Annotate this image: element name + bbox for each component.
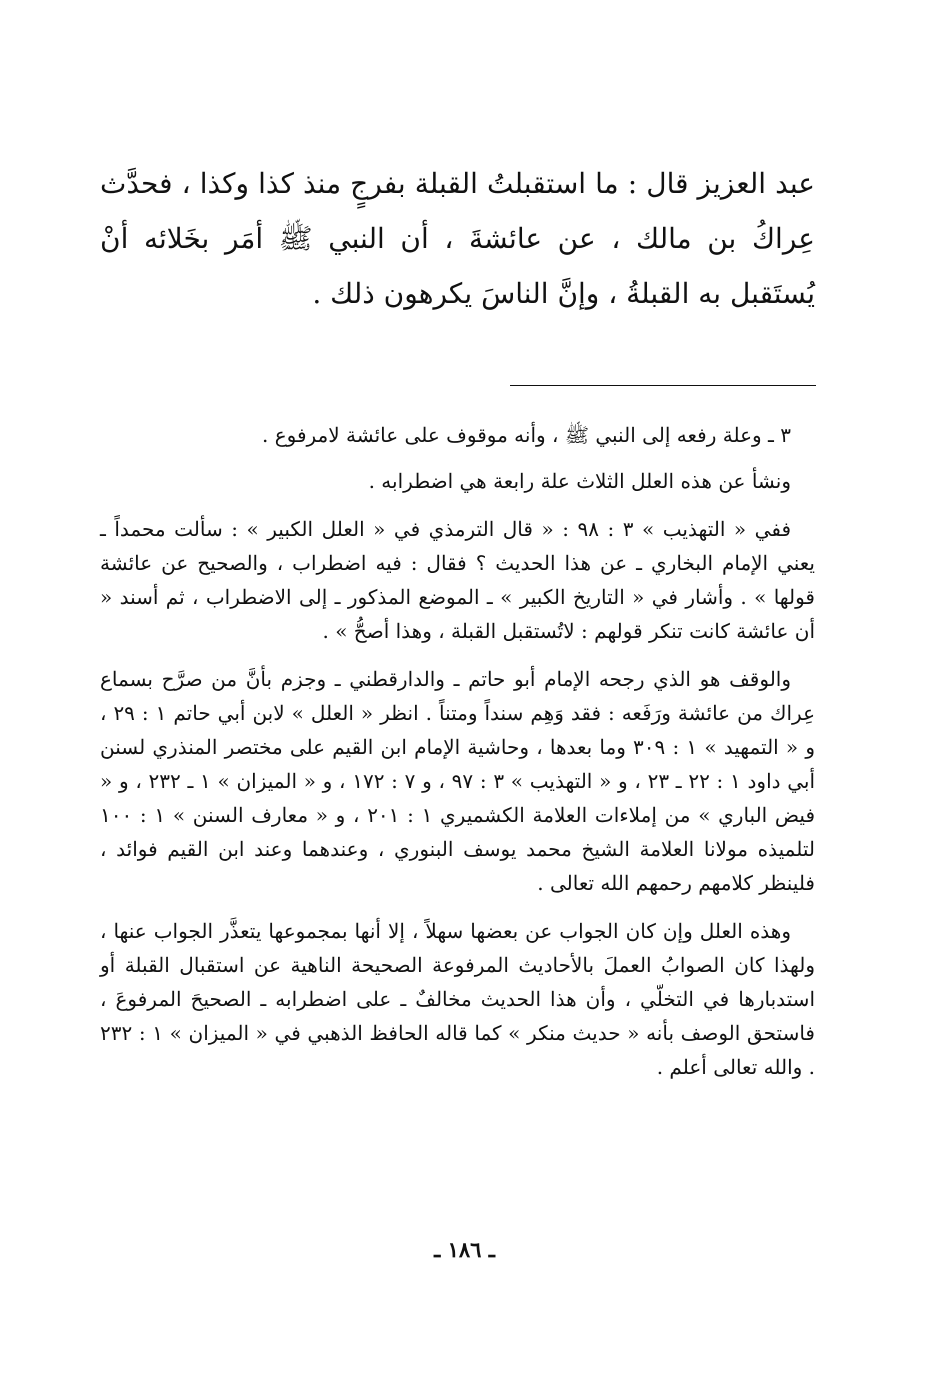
footnote-paragraph-2: ونشأ عن هذه العلل الثلاث علة رابعة هي اضطرابه .: [368, 469, 791, 493]
footnote-separator: [510, 385, 816, 386]
footnotes-section: [100, 418, 815, 1084]
main-text-paragraph: عبد العزيز قال : ما استقبلتُ القبلة بفرجٍ منذ كذا وكذا ، فحدَّث عِراكُ بن مالك ، عن عائشةَ ، أن النبي ﷺ أمَر بخَلائه أنْ يُستَقبل به القبلةُ ، وإنَّ الناسَ يكرهون ذلك .: [100, 167, 815, 310]
page-number: ـ ١٨٦ ـ: [434, 1237, 495, 1262]
footnote-paragraph-1: ٣ ـ وعلة رفعه إلى النبي ﷺ ، وأنه موقوف على عائشة لامرفوع .: [261, 423, 791, 447]
footnote-paragraph-5: وهذه العلل وإن كان الجواب عن بعضها سهلاً ، إلا أنها بمجموعها يتعذَّر الجواب عنها ، ولهذا كان الصوابُ العملَ بالأحاديث المرفوعة الصحيحة الناهية عن استقبال القبلة أو استدبارها في التخلّي ، وأن هذا الحديث مخالفٌ ـ على اضطرابه ـ الصحيحَ المرفوعَ ، فاستحق الوصف بأنه « حديث منكر » كما قاله الحافظ الذهبي في « الميزان » ١ : ٢٣٢ . والله تعالى أعلم .: [100, 919, 815, 1079]
footnote-paragraph-3: ففي « التهذيب » ٣ : ٩٨ : « قال الترمذي في « العلل الكبير » : سألت محمداً ـ يعني الإمام البخاري ـ عن هذا الحديث ؟ فقال : فيه اضطراب ، والصحيح عن عائشة قولها » . وأشار في « التاريخ الكبير » ـ الموضع المذكور ـ إلى الاضطراب ، ثم أسند « أن عائشة كانت تنكر قولهم : لاتُستقبل القبلة ، وهذا أصحُّ » .: [100, 517, 815, 643]
footnote-paragraph-4: والوقف هو الذي رجحه الإمام أبو حاتم ـ والدارقطني ـ وجزم بأنَّ من صرَّح بسماع عِراك من عائشة ورَفَعه : فقد وَهِم سنداً ومتناً . انظر « العلل » لابن أبي حاتم ١ : ٢٩ ، و « التمهيد » ١ : ٣٠٩ وما بعدها ، وحاشية الإمام ابن القيم على مختصر المنذري لسنن أبي داود ١ : ٢٢ ـ ٢٣ ، و « التهذيب » ٣ : ٩٧ ، و ٧ : ١٧٢ ، و « الميزان » ١ ـ ٢٣٢ ، و « فيض الباري » من إملاءات العلامة الكشميري ١ : ٢٠١ ، و « معارف السنن » ١ : ١٠٠ لتلميذه مولانا العلامة الشيخ محمد يوسف البنوري ، وعندهما وعند ابن القيم فوائد ، فلينظر كلامهم رحمهم الله تعالى .: [100, 667, 816, 895]
